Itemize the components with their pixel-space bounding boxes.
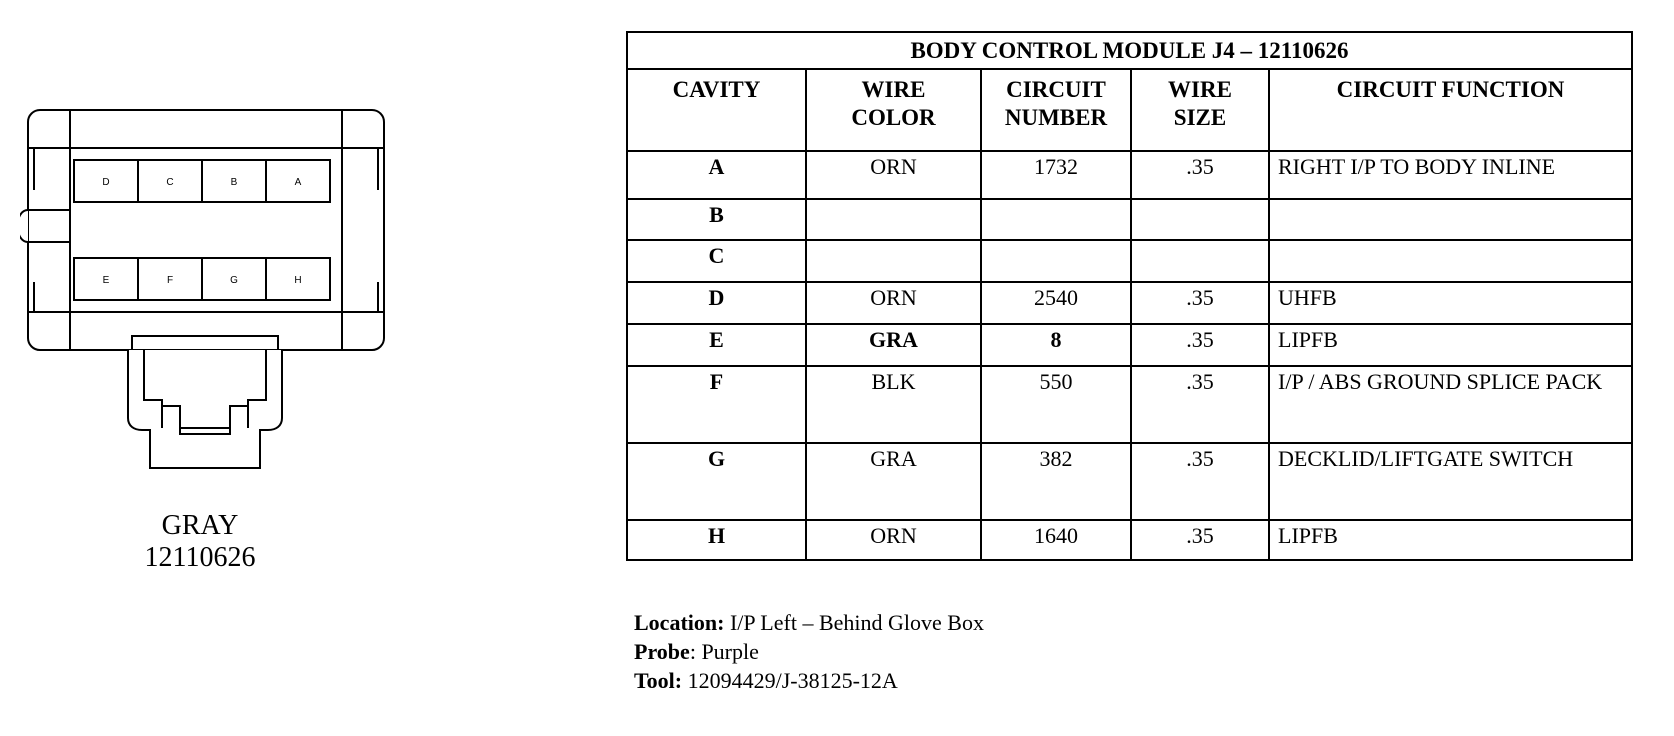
location-note	[634, 608, 984, 637]
wire-color-cell: ORN	[806, 520, 981, 560]
connector-housing	[28, 110, 384, 350]
table-row	[627, 199, 1632, 240]
wire-size-cell: .35	[1131, 520, 1269, 560]
table-row	[627, 240, 1632, 282]
cavity-label-D: D	[102, 177, 110, 188]
header-wire-color: WIRE COLOR	[806, 69, 981, 151]
wire-size-cell: .35	[1131, 366, 1269, 443]
cavity-cell: E	[627, 324, 806, 366]
table-row	[627, 324, 1632, 366]
table-row	[627, 282, 1632, 324]
tool-label: Tool:	[634, 668, 683, 693]
circuit-number-cell	[981, 199, 1131, 240]
connector-part-number: 12110626	[144, 542, 256, 573]
cavity-cell: D	[627, 282, 806, 324]
circuit-number-cell: 1640	[981, 520, 1131, 560]
connector-latch	[128, 336, 282, 468]
circuit-number-cell: 382	[981, 443, 1131, 520]
header-cavity: CAVITY	[627, 69, 806, 151]
circuit-function-cell: LIPFB	[1269, 520, 1632, 560]
wire-size-cell	[1131, 199, 1269, 240]
cavity-label-F: F	[166, 275, 174, 286]
circuit-number-cell: 8	[981, 324, 1131, 366]
wire-size-cell: .35	[1131, 282, 1269, 324]
connector-caption	[110, 510, 290, 574]
bottom-cavity-row	[74, 258, 330, 300]
wire-color-cell: GRA	[806, 443, 981, 520]
wire-color-cell: BLK	[806, 366, 981, 443]
wire-size-cell: .35	[1131, 324, 1269, 366]
header-circuit-number: CIRCUIT NUMBER	[981, 69, 1131, 151]
cavity-cell: F	[627, 366, 806, 443]
wire-color-cell	[806, 199, 981, 240]
circuit-function-cell: UHFB	[1269, 282, 1632, 324]
cavity-label-H: H	[294, 275, 302, 286]
tool-value: 12094429/J-38125-12A	[687, 668, 898, 693]
circuit-number-cell: 1732	[981, 151, 1131, 199]
table-title: BODY CONTROL MODULE J4 – 12110626	[627, 32, 1632, 69]
table-row	[627, 520, 1632, 560]
connector-color-label: GRAY	[161, 510, 239, 541]
wire-color-cell: GRA	[806, 324, 981, 366]
probe-label: Probe	[634, 639, 690, 664]
table-row	[627, 443, 1632, 520]
top-cavity-row	[74, 160, 330, 202]
circuit-function-cell: I/P / ABS GROUND SPLICE PACK	[1269, 366, 1632, 443]
cavity-cell: C	[627, 240, 806, 282]
tool-note	[634, 666, 984, 695]
wire-size-cell: .35	[1131, 151, 1269, 199]
location-value: I/P Left – Behind Glove Box	[729, 610, 984, 635]
cavity-cell: A	[627, 151, 806, 199]
cavity-label-C: C	[166, 177, 174, 188]
cavity-label-A: A	[294, 177, 302, 188]
cavity-cell: G	[627, 443, 806, 520]
cavity-label-G: G	[230, 275, 238, 286]
circuit-function-cell: LIPFB	[1269, 324, 1632, 366]
circuit-function-cell	[1269, 199, 1632, 240]
circuit-function-cell	[1269, 240, 1632, 282]
circuit-number-cell	[981, 240, 1131, 282]
wire-size-cell	[1131, 240, 1269, 282]
circuit-number-cell: 2540	[981, 282, 1131, 324]
table-row	[627, 366, 1632, 443]
header-circuit-function: CIRCUIT FUNCTION	[1269, 69, 1632, 151]
cavity-label-B: B	[230, 177, 238, 188]
table-header-row	[627, 69, 1632, 151]
cavity-cell: B	[627, 199, 806, 240]
probe-note: Probe: Purple	[634, 639, 759, 664]
circuit-function-cell: RIGHT I/P TO BODY INLINE	[1269, 151, 1632, 199]
header-wire-size: WIRE SIZE	[1131, 69, 1269, 151]
wire-color-cell: ORN	[806, 151, 981, 199]
connector-face-diagram	[20, 100, 400, 480]
circuit-function-cell: DECKLID/LIFTGATE SWITCH	[1269, 443, 1632, 520]
wire-color-cell: ORN	[806, 282, 981, 324]
circuit-number-cell: 550	[981, 366, 1131, 443]
wire-color-cell	[806, 240, 981, 282]
location-label: Location:	[634, 610, 725, 635]
cavity-cell: H	[627, 520, 806, 560]
pinout-table	[626, 31, 1633, 561]
table-row	[627, 151, 1632, 199]
cavity-label-E: E	[102, 275, 110, 286]
connector-notes	[634, 608, 984, 695]
wire-size-cell: .35	[1131, 443, 1269, 520]
probe-value: Purple	[701, 639, 759, 664]
